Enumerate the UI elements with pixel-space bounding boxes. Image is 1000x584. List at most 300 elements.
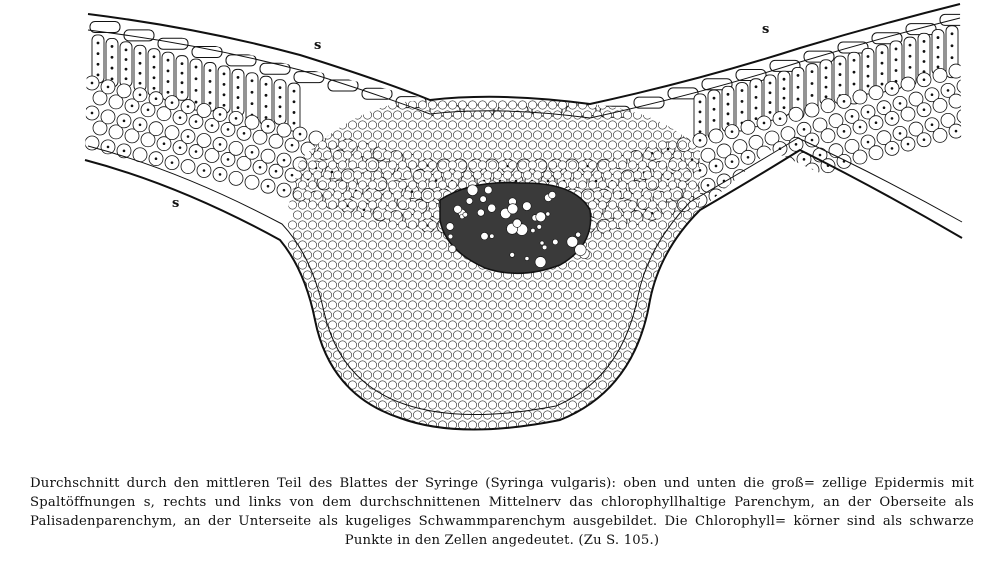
midrib-cell: [543, 291, 551, 299]
midrib-cell: [373, 411, 381, 419]
midrib-cell: [598, 181, 606, 189]
midrib-cell: [548, 161, 556, 169]
chloroplast-dot: [787, 162, 790, 165]
midrib-cell: [608, 201, 616, 209]
midrib-cell: [378, 141, 386, 149]
midrib-cell: [358, 361, 366, 369]
midrib-cell: [608, 261, 616, 269]
midrib-cell: [428, 301, 436, 309]
midrib-cell: [613, 311, 621, 319]
midrib-cell: [468, 381, 476, 389]
midrib-cell: [348, 321, 356, 329]
xylem-vessel: [463, 212, 468, 217]
midrib-cell: [633, 271, 641, 279]
midrib-cell: [348, 341, 356, 349]
midrib-cell: [388, 161, 396, 169]
midrib-cell: [448, 361, 456, 369]
midrib-cell: [618, 381, 626, 389]
midrib-cell: [383, 311, 391, 319]
midrib-cell: [598, 361, 606, 369]
midrib-cell: [328, 421, 336, 429]
midrib-cell: [628, 241, 636, 249]
midrib-cell: [358, 221, 366, 229]
midrib-cell: [568, 381, 576, 389]
midrib-cell: [428, 281, 436, 289]
midrib-cell: [683, 271, 691, 279]
epidermis-cell: [260, 63, 290, 74]
midrib-cell: [378, 261, 386, 269]
midrib-cell: [433, 391, 441, 399]
midrib-cell: [503, 411, 511, 419]
midrib-cell: [323, 131, 331, 139]
xylem-vessel: [542, 245, 547, 250]
midrib-cell: [303, 311, 311, 319]
midrib-cell: [633, 111, 641, 119]
midrib-cell: [623, 251, 631, 259]
midrib-cell: [368, 181, 376, 189]
chloroplast-dot: [123, 120, 126, 123]
midrib-cell: [693, 271, 701, 279]
midrib-cell: [678, 141, 686, 149]
xylem-vessel: [535, 257, 546, 268]
midrib-cell: [573, 291, 581, 299]
midrib-cell: [308, 241, 316, 249]
chloroplast-dot: [937, 56, 940, 59]
midrib-cell: [328, 281, 336, 289]
midrib-cell: [653, 251, 661, 259]
midrib-cell: [438, 241, 446, 249]
chloroplast-dot: [209, 102, 212, 105]
spongy-cell: [181, 160, 195, 174]
midrib-cell: [608, 341, 616, 349]
midrib-cell: [313, 371, 321, 379]
midrib-cell: [483, 311, 491, 319]
midrib-cell: [668, 361, 676, 369]
midrib-cell: [383, 211, 391, 219]
midrib-cell: [373, 211, 381, 219]
midrib-cell: [583, 191, 591, 199]
chloroplast-dot: [107, 86, 110, 89]
chloroplast-dot: [211, 124, 214, 127]
midrib-cell: [408, 341, 416, 349]
midrib-cell: [588, 141, 596, 149]
midrib-cell: [568, 161, 576, 169]
midrib-cell: [553, 311, 561, 319]
midrib-cell: [373, 351, 381, 359]
midrib-cell: [548, 101, 556, 109]
midrib-cell: [403, 331, 411, 339]
midrib-cell: [603, 151, 611, 159]
midrib-cell: [388, 121, 396, 129]
midrib-cell: [588, 121, 596, 129]
midrib-cell: [528, 321, 536, 329]
chloroplast-dot: [251, 91, 254, 94]
midrib-cell: [663, 331, 671, 339]
midrib-cell: [633, 191, 641, 199]
midrib-cell: [398, 141, 406, 149]
chloroplast-dot: [153, 87, 156, 90]
midrib-cell: [348, 141, 356, 149]
chloroplast-dot: [867, 65, 870, 68]
midrib-cell: [603, 291, 611, 299]
midrib-cell: [403, 131, 411, 139]
midrib-cell: [598, 141, 606, 149]
chloroplast-dot: [853, 83, 856, 86]
midrib-cell: [443, 311, 451, 319]
midrib-cell: [368, 321, 376, 329]
midrib-cell: [563, 171, 571, 179]
midrib-cell: [598, 381, 606, 389]
midrib-cell: [673, 151, 681, 159]
midrib-cell: [398, 161, 406, 169]
midrib-cell: [413, 251, 421, 259]
midrib-cell: [463, 151, 471, 159]
midrib-cell: [543, 131, 551, 139]
midrib-cell: [698, 221, 706, 229]
chloroplast-dot: [727, 112, 730, 115]
midrib-cell: [363, 151, 371, 159]
midrib-cell: [698, 401, 706, 409]
midrib-cell: [638, 201, 646, 209]
midrib-cell: [503, 331, 511, 339]
midrib-cell: [638, 141, 646, 149]
spongy-cell: [733, 170, 747, 184]
midrib-cell: [653, 111, 661, 119]
midrib-cell: [418, 121, 426, 129]
midrib-cell: [623, 411, 631, 419]
midrib-cell: [368, 421, 376, 429]
midrib-cell: [638, 181, 646, 189]
midrib-cell: [303, 271, 311, 279]
midrib-cell: [598, 221, 606, 229]
midrib-cell: [623, 131, 631, 139]
midrib-cell: [373, 291, 381, 299]
midrib-cell: [563, 371, 571, 379]
chloroplast-dot: [293, 111, 296, 114]
midrib-cell: [688, 261, 696, 269]
midrib-cell: [333, 131, 341, 139]
midrib-cell: [288, 301, 296, 309]
midrib-cell: [453, 171, 461, 179]
midrib-cell: [573, 371, 581, 379]
spongy-cell: [789, 107, 803, 121]
midrib-cell: [568, 341, 576, 349]
chloroplast-dot: [171, 101, 174, 104]
midrib-cell: [603, 331, 611, 339]
midrib-cell: [638, 401, 646, 409]
midrib-cell: [648, 341, 656, 349]
midrib-cell: [668, 381, 676, 389]
midrib-cell: [458, 381, 466, 389]
midrib-cell: [368, 241, 376, 249]
midrib-cell: [463, 271, 471, 279]
midrib-cell: [403, 311, 411, 319]
xylem-vessel: [513, 219, 521, 227]
midrib-cell: [698, 301, 706, 309]
midrib-cell: [703, 391, 711, 399]
midrib-cell: [438, 281, 446, 289]
midrib-cell: [618, 321, 626, 329]
midrib-cell: [373, 111, 381, 119]
midrib-cell: [623, 291, 631, 299]
chloroplast-dot: [181, 91, 184, 94]
midrib-cell: [393, 171, 401, 179]
xylem-vessel: [481, 232, 488, 239]
midrib-cell: [368, 101, 376, 109]
midrib-cell: [288, 421, 296, 429]
midrib-cell: [613, 151, 621, 159]
midrib-cell: [468, 281, 476, 289]
midrib-cell: [563, 131, 571, 139]
midrib-cell: [593, 151, 601, 159]
midrib-cell: [578, 281, 586, 289]
midrib-cell: [468, 421, 476, 429]
chloroplast-dot: [923, 40, 926, 43]
midrib-cell: [338, 161, 346, 169]
midrib-cell: [683, 331, 691, 339]
midrib-cell: [303, 331, 311, 339]
midrib-cell: [638, 241, 646, 249]
midrib-cell: [668, 341, 676, 349]
chloroplast-dot: [731, 160, 734, 163]
midrib-cell: [323, 271, 331, 279]
midrib-cell: [448, 381, 456, 389]
midrib-cell: [348, 161, 356, 169]
midrib-cell: [468, 121, 476, 129]
chloroplast-dot: [139, 72, 142, 75]
midrib-cell: [568, 361, 576, 369]
midrib-cell: [498, 121, 506, 129]
midrib-cell: [418, 221, 426, 229]
midrib-cell: [378, 321, 386, 329]
midrib-cell: [423, 391, 431, 399]
midrib-cell: [508, 101, 516, 109]
midrib-cell: [618, 261, 626, 269]
midrib-cell: [393, 131, 401, 139]
chloroplast-dot: [853, 59, 856, 62]
midrib-cell: [388, 261, 396, 269]
xylem-vessel: [490, 234, 495, 239]
midrib-cell: [318, 101, 326, 109]
midrib-cell: [373, 371, 381, 379]
midrib-cell: [653, 211, 661, 219]
midrib-cell: [598, 121, 606, 129]
midrib-cell: [628, 161, 636, 169]
midrib-cell: [573, 111, 581, 119]
midrib-cell: [343, 151, 351, 159]
midrib-cell: [323, 111, 331, 119]
midrib-cell: [438, 341, 446, 349]
midrib-cell: [383, 191, 391, 199]
midrib-cell: [633, 151, 641, 159]
stoma-label-upper-left: s: [314, 38, 322, 53]
midrib-cell: [593, 111, 601, 119]
midrib-cell: [348, 121, 356, 129]
midrib-cell: [623, 391, 631, 399]
chloroplast-dot: [195, 77, 198, 80]
midrib-cell: [348, 241, 356, 249]
midrib-cell: [428, 381, 436, 389]
midrib-cell: [663, 271, 671, 279]
midrib-cell: [498, 381, 506, 389]
midrib-cell: [683, 391, 691, 399]
midrib-cell: [313, 111, 321, 119]
midrib-cell: [388, 241, 396, 249]
midrib-cell: [368, 261, 376, 269]
midrib-cell: [698, 241, 706, 249]
midrib-cell: [443, 131, 451, 139]
chloroplast-dot: [779, 117, 782, 120]
midrib-cell: [698, 341, 706, 349]
spongy-cell: [197, 133, 211, 147]
chloroplast-dot: [853, 71, 856, 74]
midrib-cell: [383, 151, 391, 159]
midrib-cell: [368, 301, 376, 309]
chloroplast-dot: [713, 97, 716, 100]
midrib-cell: [453, 411, 461, 419]
midrib-cell: [303, 371, 311, 379]
chloroplast-dot: [923, 60, 926, 63]
spongy-cell: [805, 103, 819, 117]
midrib-cell: [338, 141, 346, 149]
midrib-cell: [578, 381, 586, 389]
midrib-cell: [703, 331, 711, 339]
midrib-cell: [658, 421, 666, 429]
chloroplast-dot: [155, 157, 158, 160]
midrib-cell: [443, 411, 451, 419]
midrib-cell: [378, 421, 386, 429]
midrib-cell: [563, 151, 571, 159]
chloroplast-dot: [881, 83, 884, 86]
midrib-cell: [518, 101, 526, 109]
midrib-cell: [308, 381, 316, 389]
midrib-cell: [488, 301, 496, 309]
midrib-cell: [393, 351, 401, 359]
midrib-cell: [703, 311, 711, 319]
midrib-cell: [468, 161, 476, 169]
midrib-cell: [493, 291, 501, 299]
midrib-cell: [438, 321, 446, 329]
chloroplast-dot: [727, 103, 730, 106]
midrib-cell: [658, 361, 666, 369]
midrib-cell: [543, 351, 551, 359]
midrib-cell: [383, 131, 391, 139]
midrib-cell: [353, 411, 361, 419]
midrib-cell: [643, 151, 651, 159]
chloroplast-dot: [825, 76, 828, 79]
chloroplast-dot: [691, 158, 694, 161]
midrib-cell: [588, 421, 596, 429]
midrib-cell: [513, 291, 521, 299]
chloroplast-dot: [153, 55, 156, 58]
midrib-cell: [583, 411, 591, 419]
chloroplast-dot: [783, 106, 786, 109]
midrib-cell: [373, 271, 381, 279]
midrib-cell: [508, 141, 516, 149]
midrib-cell: [693, 331, 701, 339]
spongy-cell: [165, 126, 179, 140]
midrib-cell: [618, 161, 626, 169]
midrib-cell: [613, 291, 621, 299]
midrib-cell: [553, 171, 561, 179]
midrib-cell: [408, 361, 416, 369]
midrib-cell: [683, 171, 691, 179]
midrib-cell: [413, 151, 421, 159]
midrib-cell: [288, 341, 296, 349]
midrib-cell: [428, 201, 436, 209]
midrib-cell: [683, 111, 691, 119]
chloroplast-dot: [803, 128, 806, 131]
midrib-cell: [528, 101, 536, 109]
midrib-cell: [458, 101, 466, 109]
midrib-cell: [683, 291, 691, 299]
midrib-cell: [358, 381, 366, 389]
midrib-cell: [623, 191, 631, 199]
midrib-cell: [673, 411, 681, 419]
midrib-cell: [333, 151, 341, 159]
chloroplast-dot: [783, 78, 786, 81]
midrib-cell: [288, 401, 296, 409]
chloroplast-dot: [769, 111, 772, 114]
midrib-cell: [328, 161, 336, 169]
midrib-cell: [358, 341, 366, 349]
chloroplast-dot: [763, 182, 766, 185]
midrib-cell: [358, 421, 366, 429]
midrib-cell: [323, 171, 331, 179]
midrib-cell: [558, 421, 566, 429]
midrib-cell: [593, 231, 601, 239]
midrib-cell: [598, 161, 606, 169]
midrib-cell: [508, 321, 516, 329]
midrib-cell: [388, 101, 396, 109]
midrib-cell: [488, 161, 496, 169]
midrib-cell: [423, 151, 431, 159]
midrib-cell: [608, 121, 616, 129]
midrib-cell: [433, 371, 441, 379]
midrib-cell: [558, 281, 566, 289]
chloroplast-dot: [895, 69, 898, 72]
midrib-cell: [538, 281, 546, 289]
spongy-cell: [229, 141, 243, 155]
midrib-cell: [603, 191, 611, 199]
midrib-cell: [628, 421, 636, 429]
chloroplast-dot: [299, 133, 302, 136]
midrib-cell: [643, 411, 651, 419]
midrib-cell: [433, 191, 441, 199]
spongy-cell: [933, 68, 947, 82]
chloroplast-dot: [811, 169, 814, 172]
midrib-cell: [368, 361, 376, 369]
chloroplast-dot: [111, 67, 114, 70]
midrib-cell: [628, 281, 636, 289]
midrib-cell: [413, 271, 421, 279]
midrib-cell: [493, 371, 501, 379]
midrib-cell: [348, 221, 356, 229]
midrib-cell: [668, 161, 676, 169]
spongy-cell: [957, 79, 971, 93]
midrib-cell: [373, 151, 381, 159]
midrib-cell: [423, 331, 431, 339]
xylem-vessel: [454, 205, 462, 213]
chloroplast-dot: [867, 141, 870, 144]
midrib-cell: [618, 201, 626, 209]
chloroplast-dot: [783, 87, 786, 90]
midrib-cell: [343, 311, 351, 319]
midrib-cell: [308, 401, 316, 409]
midrib-cell: [448, 181, 456, 189]
midrib-cell: [523, 331, 531, 339]
figure-caption: Durchschnitt durch den mittleren Teil des Blattes der Syringe (Syringa vulgaris): oben und unten die groß= zellige Epidermis mit Spaltöffnungen s, rechts und links von dem durchschnittenen Mittelnerv das chlorophyllhaltige Parenchym, an der Oberseite als Palisadenparenchym, an der Unterseite als kugeliges Schwammparenchym ausgebildet. Die Chlorophyll= körner sind als schwarze Punkte in den Zellen angedeutet. (Zu S. 105.): [30, 476, 974, 548]
